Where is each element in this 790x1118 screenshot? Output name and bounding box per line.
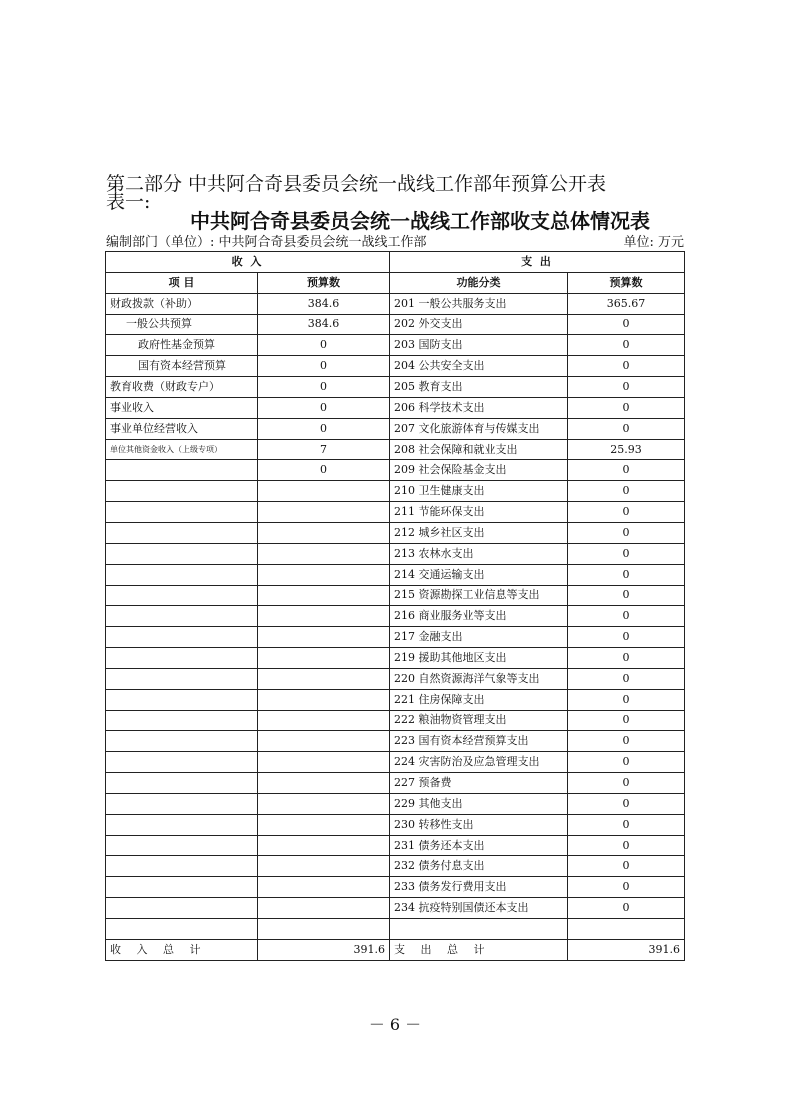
income-value-cell (258, 856, 390, 877)
expense-value-cell: 365.67 (568, 293, 685, 314)
table-row (106, 543, 685, 564)
expense-value-cell: 0 (568, 793, 685, 814)
income-item-cell (106, 814, 258, 835)
table-row (106, 522, 685, 543)
expense-category-cell (390, 919, 568, 940)
expense-value-cell: 0 (568, 356, 685, 377)
income-value-cell (258, 627, 390, 648)
expense-total-label: 支 出 总 计 (390, 939, 568, 960)
table-row (106, 627, 685, 648)
table-row (106, 377, 685, 398)
table-row (106, 481, 685, 502)
table-row (106, 585, 685, 606)
income-value-cell: 384.6 (258, 293, 390, 314)
table-row (106, 710, 685, 731)
income-item-cell (106, 543, 258, 564)
expense-category-cell: 227 预备费 (390, 773, 568, 794)
expense-value-cell: 25.93 (568, 439, 685, 460)
income-value-cell (258, 919, 390, 940)
income-item-cell: 教育收费（财政专户） (106, 377, 258, 398)
income-value-cell (258, 522, 390, 543)
expense-value-cell: 0 (568, 335, 685, 356)
expense-category-cell: 220 自然资源海洋气象等支出 (390, 668, 568, 689)
income-value-cell (258, 835, 390, 856)
expense-value-cell: 0 (568, 606, 685, 627)
expense-value-cell: 0 (568, 835, 685, 856)
income-value-cell (258, 793, 390, 814)
part-title: 第二部分 中共阿合奇县委员会统一战线工作部年预算公开表 (106, 173, 607, 195)
expense-value-cell: 0 (568, 731, 685, 752)
income-item-cell: 一般公共预算 (106, 314, 258, 335)
income-item-cell (106, 606, 258, 627)
income-item-cell: 财政拨款（补助） (106, 293, 258, 314)
expense-value-cell: 0 (568, 627, 685, 648)
income-value-cell: 0 (258, 356, 390, 377)
expense-category-cell: 217 金融支出 (390, 627, 568, 648)
expense-header: 支 出 (390, 252, 685, 273)
expense-value-cell: 0 (568, 314, 685, 335)
expense-category-cell: 205 教育支出 (390, 377, 568, 398)
income-value-cell (258, 877, 390, 898)
income-value-cell (258, 481, 390, 502)
table-row (106, 356, 685, 377)
expense-category-cell: 224 灾害防治及应急管理支出 (390, 752, 568, 773)
income-value-cell (258, 502, 390, 523)
col-budget-left-header: 预算数 (258, 272, 390, 293)
expense-value-cell: 0 (568, 564, 685, 585)
expense-category-cell: 232 债务付息支出 (390, 856, 568, 877)
income-item-cell (106, 522, 258, 543)
income-value-cell (258, 668, 390, 689)
income-value-cell: 0 (258, 460, 390, 481)
expense-value-cell: 0 (568, 481, 685, 502)
income-value-cell: 384.6 (258, 314, 390, 335)
table-row (106, 689, 685, 710)
expense-value-cell: 0 (568, 397, 685, 418)
expense-value-cell: 0 (568, 856, 685, 877)
income-item-cell (106, 502, 258, 523)
income-value-cell (258, 606, 390, 627)
expense-value-cell: 0 (568, 543, 685, 564)
expense-category-cell: 219 援助其他地区支出 (390, 648, 568, 669)
expense-value-cell: 0 (568, 460, 685, 481)
income-item-cell (106, 898, 258, 919)
expense-value-cell: 0 (568, 814, 685, 835)
expense-category-cell: 231 债务还本支出 (390, 835, 568, 856)
table-row (106, 314, 685, 335)
expense-category-cell: 201 一般公共服务支出 (390, 293, 568, 314)
expense-value-cell: 0 (568, 522, 685, 543)
header-row-columns (106, 272, 685, 293)
expense-category-cell: 211 节能环保支出 (390, 502, 568, 523)
unit-label: 单位: 万元 (623, 235, 684, 250)
income-item-cell (106, 752, 258, 773)
income-item-cell (106, 835, 258, 856)
table-row (106, 648, 685, 669)
income-value-cell (258, 564, 390, 585)
expense-category-cell: 222 粮油物资管理支出 (390, 710, 568, 731)
expense-category-cell: 209 社会保险基金支出 (390, 460, 568, 481)
income-item-cell (106, 856, 258, 877)
budget-table-body (106, 252, 685, 961)
page-number: － 6 － (368, 1015, 422, 1034)
income-item-cell (106, 564, 258, 585)
income-value-cell: 0 (258, 397, 390, 418)
income-value-cell (258, 814, 390, 835)
expense-category-cell: 212 城乡社区支出 (390, 522, 568, 543)
totals-row (106, 939, 685, 960)
table-label: 表一: (106, 191, 151, 213)
table-title: 中共阿合奇县委员会统一战线工作部收支总体情况表 (190, 209, 650, 233)
income-total-value: 391.6 (258, 939, 390, 960)
expense-category-cell: 234 抗疫特别国债还本支出 (390, 898, 568, 919)
income-value-cell: 0 (258, 418, 390, 439)
table-row (106, 397, 685, 418)
income-value-cell (258, 689, 390, 710)
expense-category-cell: 215 资源勘探工业信息等支出 (390, 585, 568, 606)
expense-category-cell: 229 其他支出 (390, 793, 568, 814)
table-row (106, 835, 685, 856)
table-row (106, 439, 685, 460)
expense-category-cell: 216 商业服务业等支出 (390, 606, 568, 627)
income-value-cell (258, 585, 390, 606)
expense-value-cell: 0 (568, 898, 685, 919)
income-item-cell (106, 773, 258, 794)
table-row (106, 335, 685, 356)
table-row (106, 502, 685, 523)
expense-value-cell: 0 (568, 773, 685, 794)
expense-category-cell: 233 债务发行费用支出 (390, 877, 568, 898)
income-value-cell (258, 898, 390, 919)
income-item-cell (106, 460, 258, 481)
expense-category-cell: 230 转移性支出 (390, 814, 568, 835)
income-value-cell (258, 731, 390, 752)
expense-category-cell: 202 外交支出 (390, 314, 568, 335)
expense-category-cell: 221 住房保障支出 (390, 689, 568, 710)
income-item-cell: 国有资本经营预算 (106, 356, 258, 377)
income-item-cell (106, 877, 258, 898)
expense-category-cell: 204 公共安全支出 (390, 356, 568, 377)
income-value-cell (258, 543, 390, 564)
expense-value-cell: 0 (568, 502, 685, 523)
expense-value-cell: 0 (568, 710, 685, 731)
income-item-cell: 事业收入 (106, 397, 258, 418)
expense-category-cell: 203 国防支出 (390, 335, 568, 356)
income-item-cell: 单位其他资金收入（上级专项） (106, 439, 258, 460)
table-row (106, 856, 685, 877)
income-item-cell (106, 668, 258, 689)
income-item-cell (106, 793, 258, 814)
income-item-cell (106, 481, 258, 502)
expense-category-cell: 206 科学技术支出 (390, 397, 568, 418)
expense-category-cell: 207 文化旅游体育与传媒支出 (390, 418, 568, 439)
header-row-section (106, 252, 685, 273)
income-item-cell: 事业单位经营收入 (106, 418, 258, 439)
expense-value-cell: 0 (568, 585, 685, 606)
income-item-cell: 政府性基金预算 (106, 335, 258, 356)
table-row (106, 814, 685, 835)
expense-value-cell: 0 (568, 377, 685, 398)
income-total-label: 收 入 总 计 (106, 939, 258, 960)
expense-category-cell: 223 国有资本经营预算支出 (390, 731, 568, 752)
table-row (106, 793, 685, 814)
income-item-cell (106, 627, 258, 648)
expense-value-cell: 0 (568, 689, 685, 710)
table-row (106, 773, 685, 794)
expense-value-cell: 0 (568, 668, 685, 689)
table-row (106, 919, 685, 940)
income-item-cell (106, 919, 258, 940)
expense-value-cell: 0 (568, 752, 685, 773)
expense-category-cell: 210 卫生健康支出 (390, 481, 568, 502)
table-row (106, 752, 685, 773)
income-value-cell (258, 752, 390, 773)
col-item-header: 项 目 (106, 272, 258, 293)
expense-category-cell: 213 农林水支出 (390, 543, 568, 564)
table-row (106, 418, 685, 439)
expense-value-cell: 0 (568, 877, 685, 898)
income-value-cell: 0 (258, 377, 390, 398)
income-item-cell (106, 710, 258, 731)
expense-value-cell: 0 (568, 648, 685, 669)
expense-value-cell (568, 919, 685, 940)
col-category-header: 功能分类 (390, 272, 568, 293)
org-line (106, 234, 684, 252)
income-value-cell (258, 710, 390, 731)
income-item-cell (106, 585, 258, 606)
income-item-cell (106, 648, 258, 669)
table-row (106, 606, 685, 627)
income-value-cell (258, 773, 390, 794)
income-value-cell: 0 (258, 335, 390, 356)
table-row (106, 460, 685, 481)
income-item-cell (106, 689, 258, 710)
budget-table (105, 251, 685, 961)
table-row (106, 564, 685, 585)
expense-value-cell: 0 (568, 418, 685, 439)
expense-category-cell: 214 交通运输支出 (390, 564, 568, 585)
income-header: 收 入 (106, 252, 390, 273)
col-budget-right-header: 预算数 (568, 272, 685, 293)
expense-category-cell: 208 社会保障和就业支出 (390, 439, 568, 460)
table-row (106, 898, 685, 919)
income-value-cell (258, 648, 390, 669)
income-value-cell: 7 (258, 439, 390, 460)
table-row (106, 731, 685, 752)
table-row (106, 877, 685, 898)
org-name: 编制部门（单位）: 中共阿合奇县委员会统一战线工作部 (106, 235, 427, 250)
income-item-cell (106, 731, 258, 752)
table-row (106, 293, 685, 314)
expense-total-value: 391.6 (568, 939, 685, 960)
table-row (106, 668, 685, 689)
